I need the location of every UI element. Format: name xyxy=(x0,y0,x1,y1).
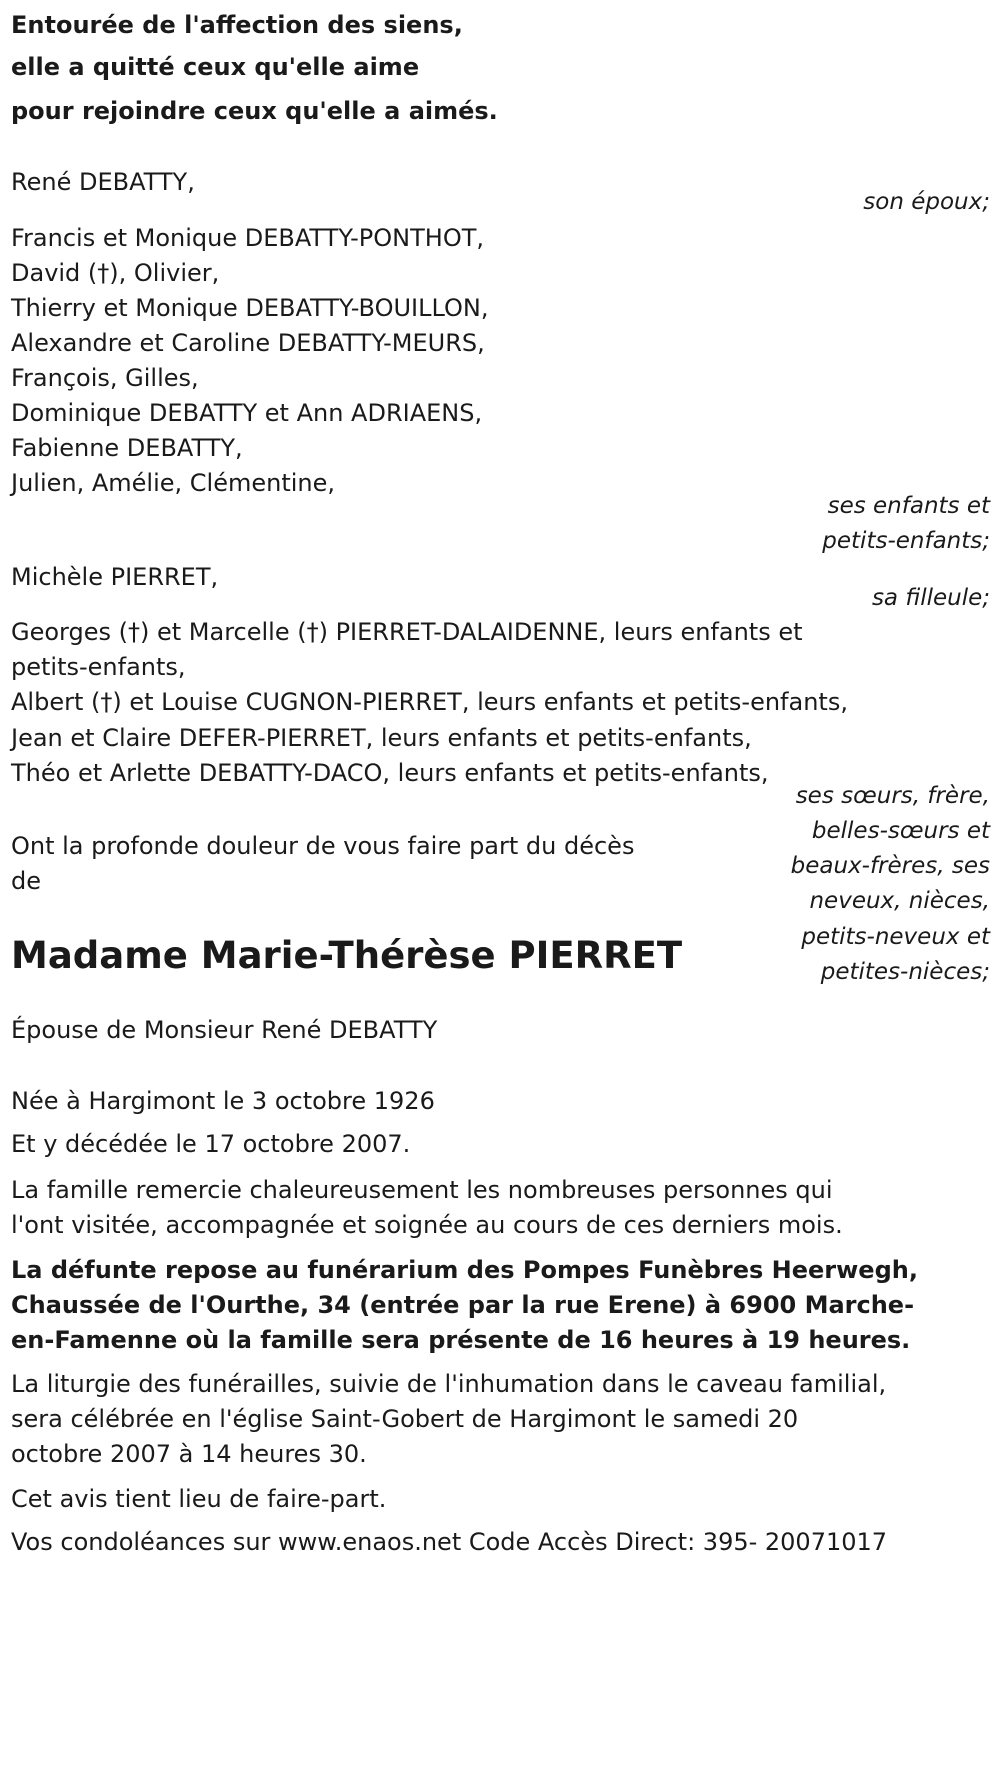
thanks-line-1: La famille remercie chaleureusement les nombreuses personnes qui xyxy=(11,1176,833,1204)
birth-info: Née à Hargimont le 3 octobre 1926 xyxy=(11,1087,435,1115)
announcement-line-1: Ont la profonde douleur de vous faire part du décès xyxy=(11,832,635,860)
goddaughter-role: sa filleule; xyxy=(871,585,990,611)
intro-line-3: pour rejoindre ceux qu'elle a aimés. xyxy=(11,97,498,125)
liturgy-line-3: octobre 2007 à 14 heures 30. xyxy=(11,1440,367,1468)
liturgy-line-1: La liturgie des funérailles, suivie de l'inhumation dans le caveau familial, xyxy=(11,1370,887,1398)
liturgy-line-2: sera célébrée en l'église Saint-Gobert de Hargimont le samedi 20 xyxy=(11,1405,799,1433)
goddaughter-name: Michèle PIERRET, xyxy=(11,563,219,591)
funerarium-line-1: La défunte repose au funérarium des Pompes Funèbres Heerwegh, xyxy=(11,1256,918,1284)
children-line-8: Julien, Amélie, Clémentine, xyxy=(11,469,336,497)
children-line-1: Francis et Monique DEBATTY-PONTHOT, xyxy=(11,224,484,252)
funerarium-line-2: Chaussée de l'Ourthe, 34 (entrée par la rue Erene) à 6900 Marche- xyxy=(11,1291,915,1319)
siblings-role-2: belles-sœurs et xyxy=(811,818,990,844)
siblings-role-4: neveux, nièces, xyxy=(809,888,990,914)
children-role-2: petits-enfants; xyxy=(822,528,990,554)
siblings-role-6: petites-nièces; xyxy=(820,959,990,985)
notice-text: Cet avis tient lieu de faire-part. xyxy=(11,1485,387,1513)
funerarium-line-3: en-Famenne où la famille sera présente de 16 heures à 19 heures. xyxy=(11,1326,911,1354)
siblings-line-3: Albert (†) et Louise CUGNON-PIERRET, leurs enfants et petits-enfants, xyxy=(11,688,848,716)
children-line-2: David (†), Olivier, xyxy=(11,259,220,287)
siblings-line-4: Jean et Claire DEFER-PIERRET, leurs enfants et petits-enfants, xyxy=(11,724,752,752)
children-line-6: Dominique DEBATTY et Ann ADRIAENS, xyxy=(11,399,483,427)
intro-line-1: Entourée de l'affection des siens, xyxy=(11,11,463,39)
siblings-role-3: beaux-frères, ses xyxy=(790,853,990,879)
siblings-line-2: petits-enfants, xyxy=(11,653,186,681)
siblings-role-5: petits-neveux et xyxy=(801,924,990,950)
children-role-1: ses enfants et xyxy=(827,493,990,519)
announcement-line-2: de xyxy=(11,867,41,895)
thanks-line-2: l'ont visitée, accompagnée et soignée au cours de ces derniers mois. xyxy=(11,1211,843,1239)
spouse-name: René DEBATTY, xyxy=(11,168,195,196)
intro-line-2: elle a quitté ceux qu'elle aime xyxy=(11,53,420,81)
condolences-text: Vos condoléances sur www.enaos.net Code Accès Direct: 395- 20071017 xyxy=(11,1528,888,1556)
children-line-4: Alexandre et Caroline DEBATTY-MEURS, xyxy=(11,329,485,357)
deceased-name: Madame Marie-Thérèse PIERRET xyxy=(11,934,683,977)
siblings-line-1: Georges (†) et Marcelle (†) PIERRET-DALAIDENNE, leurs enfants et xyxy=(11,618,803,646)
children-line-5: François, Gilles, xyxy=(11,364,199,392)
spouse-role: son époux; xyxy=(863,189,990,215)
death-info: Et y décédée le 17 octobre 2007. xyxy=(11,1130,411,1158)
siblings-role-1: ses sœurs, frère, xyxy=(795,783,990,809)
children-line-7: Fabienne DEBATTY, xyxy=(11,434,243,462)
spouse-of: Épouse de Monsieur René DEBATTY xyxy=(11,1016,438,1044)
siblings-line-5: Théo et Arlette DEBATTY-DACO, leurs enfants et petits-enfants, xyxy=(11,759,769,787)
children-line-3: Thierry et Monique DEBATTY-BOUILLON, xyxy=(11,294,489,322)
